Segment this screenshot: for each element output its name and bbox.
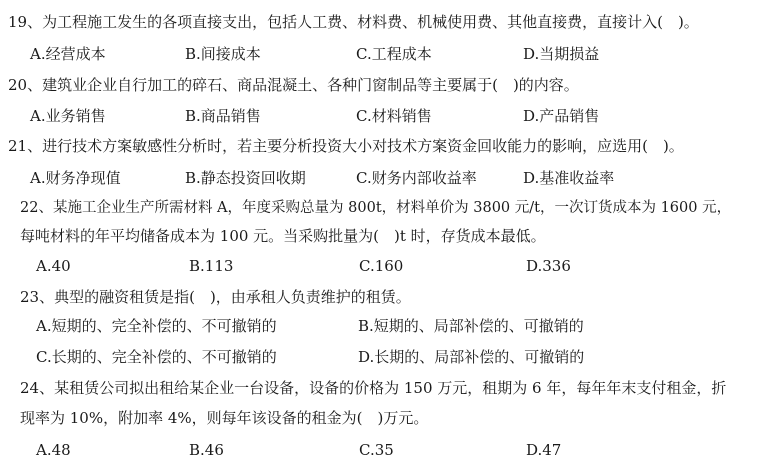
q21-option-c: C.财务内部收益率 bbox=[356, 169, 477, 187]
question-22-stem-line-1: 22、某施工企业生产所需材料 A，年度采购总量为 800t，材料单价为 3800 元/t，一次订货成本为 1600 元， bbox=[20, 200, 732, 216]
q22-option-a: A.40 bbox=[36, 257, 71, 275]
q20-option-a: A.业务销售 bbox=[30, 107, 106, 125]
q23-option-b: B.短期的、局部补偿的、可撤销的 bbox=[358, 317, 584, 335]
q23-option-c: C.长期的、完全补偿的、不可撤销的 bbox=[36, 348, 277, 366]
q19-option-a: A.经营成本 bbox=[30, 45, 106, 63]
q21-option-d: D.基准收益率 bbox=[523, 169, 615, 187]
question-23-stem: 23、典型的融资租赁是指( )，由承租人负责维护的租赁。 bbox=[20, 288, 411, 306]
q24-option-b: B.46 bbox=[189, 441, 224, 459]
q24-option-a: A.48 bbox=[36, 441, 71, 459]
q21-option-a: A.财务净现值 bbox=[30, 169, 121, 187]
question-19-stem: 19、为工程施工发生的各项直接支出，包括人工费、材料费、机械使用费、其他直接费，直接计入( )。 bbox=[8, 13, 699, 31]
q22-option-d: D.336 bbox=[526, 257, 571, 275]
q20-option-d: D.产品销售 bbox=[523, 107, 600, 125]
question-21-stem: 21、进行技术方案敏感性分析时，若主要分析投资大小对技术方案资金回收能力的影响，应选用( )。 bbox=[8, 137, 684, 155]
question-24-stem-line-1: 24、某租赁公司拟出租给某企业一台设备，设备的价格为 150 万元，租期为 6 年，每年年末支付租金，折 bbox=[20, 379, 727, 397]
q21-option-b: B.静态投资回收期 bbox=[185, 169, 306, 187]
question-22-stem-line-2: 每吨材料的年平均储备成本为 100 元。当采购批量为( )t 时，存货成本最低。 bbox=[20, 227, 546, 245]
q23-option-a: A.短期的、完全补偿的、不可撤销的 bbox=[36, 317, 277, 335]
q23-option-d: D.长期的、局部补偿的、可撤销的 bbox=[358, 348, 585, 366]
question-24-stem-line-2: 现率为 10%，附加率 4%，则每年该设备的租金为( )万元。 bbox=[20, 409, 429, 427]
q19-option-c: C.工程成本 bbox=[356, 45, 432, 63]
q20-option-c: C.材料销售 bbox=[356, 107, 432, 125]
q19-option-d: D.当期损益 bbox=[523, 45, 600, 63]
q24-option-c: C.35 bbox=[359, 441, 394, 459]
q22-option-b: B.113 bbox=[189, 257, 234, 275]
q20-option-b: B.商品销售 bbox=[185, 107, 261, 125]
question-20-stem: 20、建筑业企业自行加工的碎石、商品混凝土、各种门窗制品等主要属于( )的内容。 bbox=[8, 76, 579, 94]
q22-option-c: C.160 bbox=[359, 257, 404, 275]
q19-option-b: B.间接成本 bbox=[185, 45, 261, 63]
q24-option-d: D.47 bbox=[526, 441, 562, 459]
